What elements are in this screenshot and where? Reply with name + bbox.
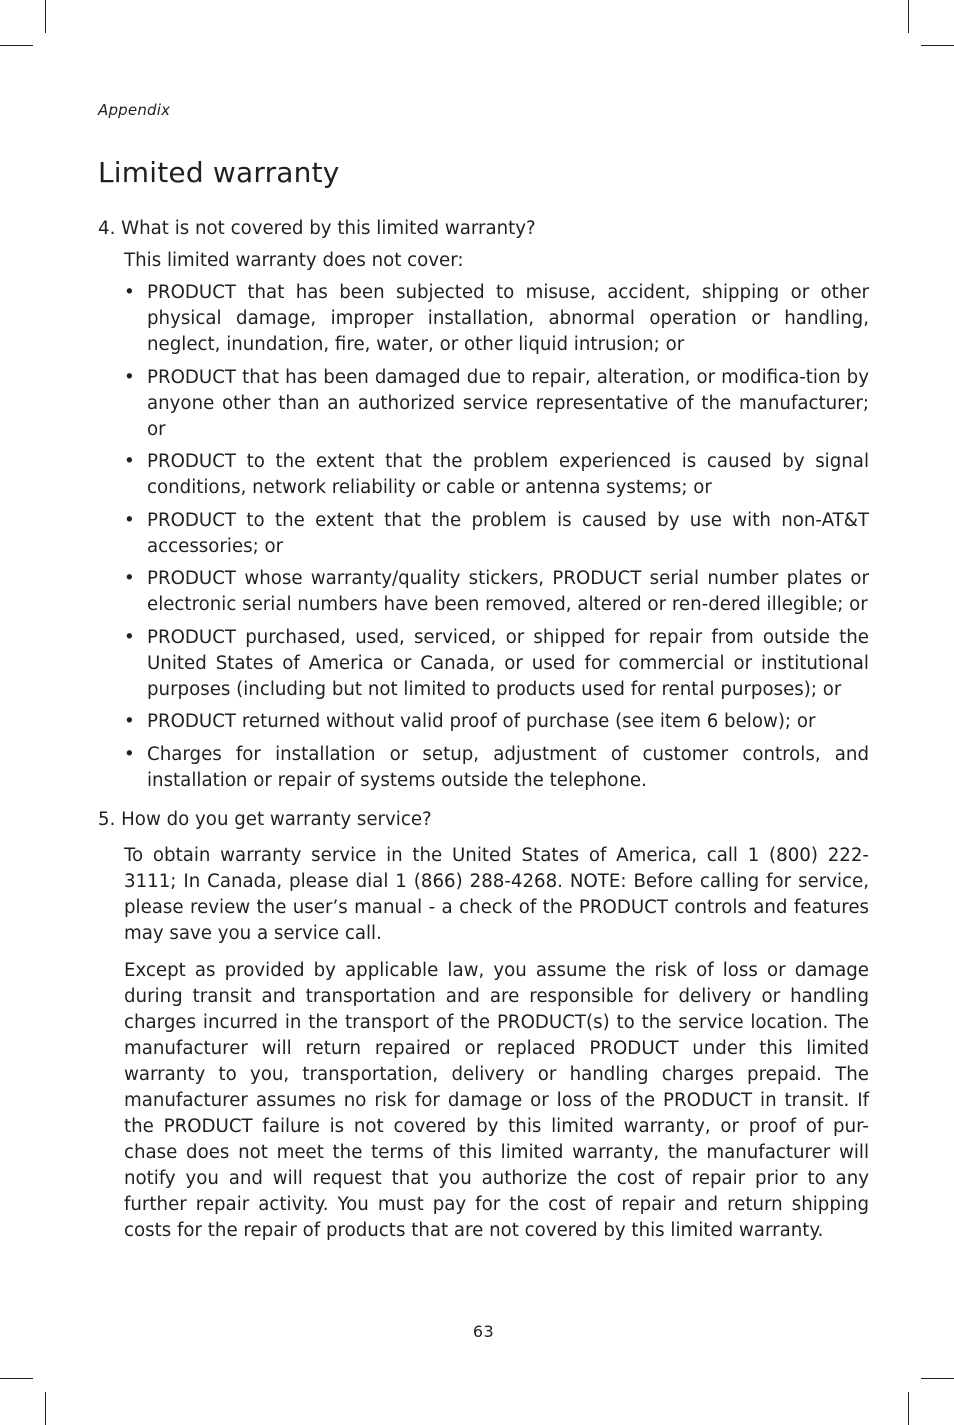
- paragraph: Except as provided by applicable law, you assume the risk of loss or damage during transit and transportation and are responsible for delivery or handling charges incurred in the transport of the PRODUCT(s) to the service location. The manufacturer will return repaired or replaced PRODUCT under this limited warranty to you, transportation, delivery or handling charges prepaid. The manufacturer assumes no risk for damage or loss of the PRODUCT in transit. If the PRODUCT failure is not covered by this limited warranty, or proof of pur-chase does not meet the terms of this limited warranty, the manufacturer will notify you and will request that you authorize the cost of repair prior to any further repair activity. You must pay for the cost of repair and return shipping costs for the repair of products that are not covered by this limited warranty.: [124, 959, 869, 1241]
- list-intro: This limited warranty does not cover:: [124, 250, 464, 271]
- crop-mark: [0, 1378, 33, 1379]
- section-label: Appendix: [98, 101, 171, 119]
- list-item: • PRODUCT that has been damaged due to repair, alteration, or modifica-tion by anyone other than an authorized service representative of the manufacturer; or: [124, 365, 869, 443]
- question-heading-5: 5. How do you get warranty service?: [98, 808, 432, 830]
- exclusions-list: [98, 280, 869, 794]
- crop-mark: [45, 1392, 46, 1425]
- list-item: • PRODUCT purchased, used, serviced, or shipped for repair from outside the United States of America or Canada, or used for commercial or institutional purposes (including but not limited to products used for rental purposes); or: [124, 625, 869, 703]
- page-content: [98, 216, 869, 1244]
- list-item: • PRODUCT whose warranty/quality stickers, PRODUCT serial number plates or electronic serial numbers have been removed, altered or ren-dered illegible; or: [124, 566, 869, 618]
- crop-mark: [45, 0, 46, 33]
- page-number: 63: [472, 1322, 495, 1341]
- crop-mark: [908, 0, 909, 33]
- list-item: • PRODUCT to the extent that the problem experienced is caused by signal conditions, network reliability or cable or antenna systems; or: [124, 449, 869, 501]
- question-heading-4: 4. What is not covered by this limited warranty?: [98, 218, 536, 239]
- crop-mark: [921, 1378, 954, 1379]
- crop-mark: [908, 1392, 909, 1425]
- paragraph: To obtain warranty service in the United States of America, call 1 (800) 222-3111; In Canada, please dial 1 (866) 288-4268. NOTE: Before calling for service, please review the user’s manual - a check of the PRODUCT controls and features may save you a service call.: [124, 844, 869, 944]
- list-item: • Charges for installation or setup, adjustment of customer controls, and installation or repair of systems outside the telephone.: [124, 742, 869, 794]
- list-item: • PRODUCT that has been subjected to misuse, accident, shipping or other physical damage, improper installation, abnormal operation or handling, neglect, inundation, fire, water, or other liquid intrusion; or: [124, 280, 869, 358]
- list-item: • PRODUCT returned without valid proof of purchase (see item 6 below); or: [124, 709, 869, 735]
- list-item: • PRODUCT to the extent that the problem is caused by use with non-AT&T accessories; or: [124, 508, 869, 560]
- crop-mark: [921, 45, 954, 46]
- crop-mark: [0, 45, 33, 46]
- page-title: Limited warranty: [98, 156, 340, 189]
